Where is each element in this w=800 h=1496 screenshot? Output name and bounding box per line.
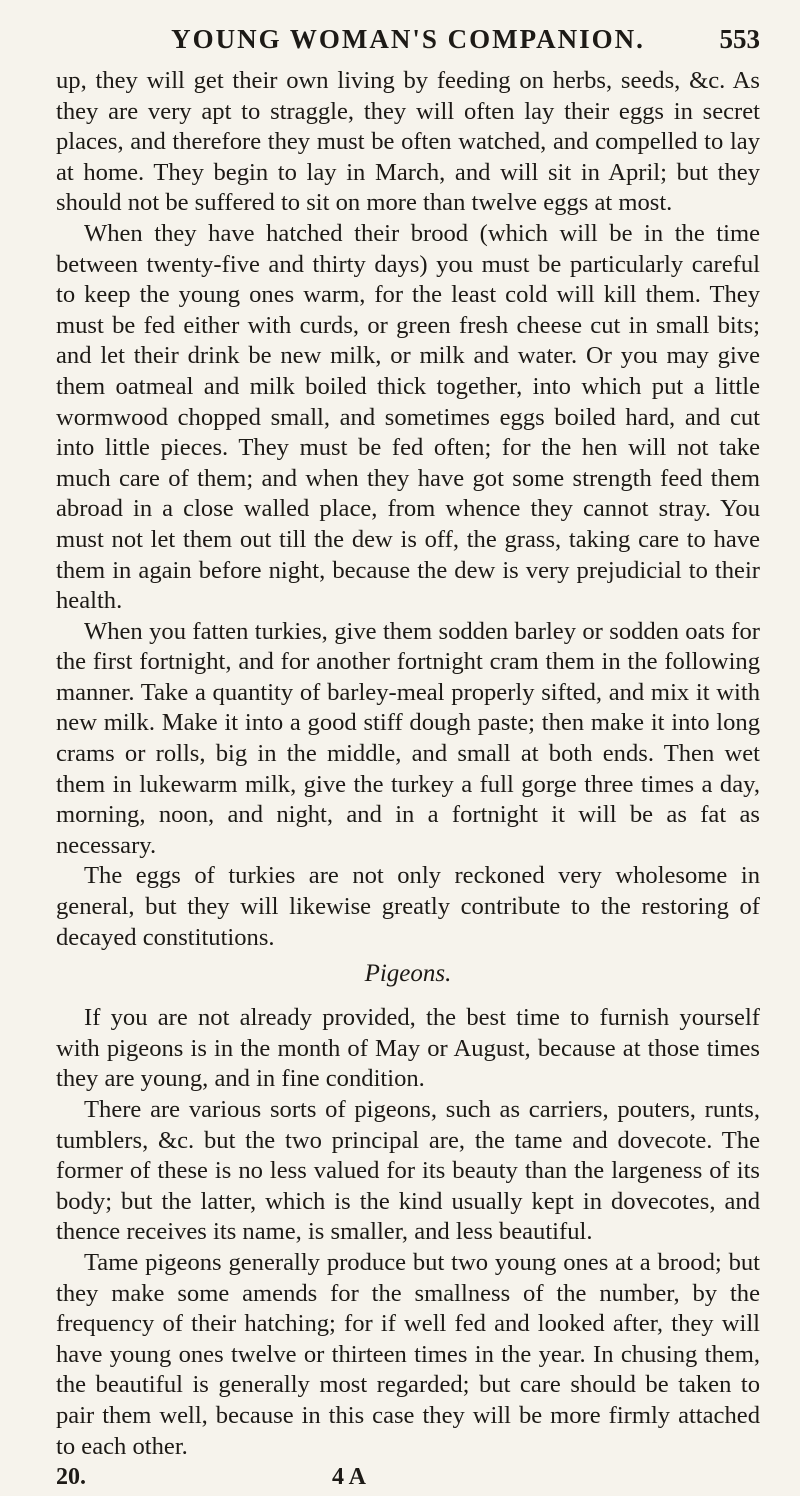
section-paragraph-3: Tame pigeons generally produce but two young ones at a brood; but they make some amends for the smallness of the number, by the frequency of their hatching; for if well fed and looked after, they will have young ones twelve or thirteen times in the year. In chusing them, the beautiful is generally most regarded; but care should be taken to pair them well, because in this case they will be more firmly attached to each other. — [56, 1248, 760, 1460]
section-paragraph-2: There are various sorts of pigeons, such as carriers, pouters, runts, tumblers, &c. but the two principal are, the tame and dovecote. The former of these is no less valued for its beauty than the largeness of its body; but the latter, which is the kind usually kept in dovecotes, and thence receives its name, is smaller, and less beautiful. — [56, 1096, 760, 1246]
sheet-mark: 4 A — [332, 1464, 367, 1491]
section-paragraph-1: If you are not already provided, the best time to furnish yourself with pigeons is in the month of May or August, because at those times they are young, and in fine condition. — [56, 1004, 760, 1093]
paragraph-4: The eggs of turkies are not only reckoned very wholesome in general, but they will likewise greatly contribute to the restoring of decayed constitutions. — [56, 862, 760, 951]
paragraph-1: up, they will get their own living by feeding on herbs, seeds, &c. As they are very apt to straggle, they will often lay their eggs in secret places, and therefore they must be often watched, and compelled to lay at home. They begin to lay in March, and will sit in April; but they should not be suffered to sit on more than twelve eggs at most. — [56, 67, 760, 217]
paragraph-3: When you fatten turkies, give them sodden barley or sodden oats for the first fortnight, and for another fortnight cram them in the following manner. Take a quantity of barley-meal properly sifted, and mix it with new milk. Make it into a good stiff dough paste; then make it into long crams or rolls, big in the middle, and small at both ends. Then wet them in lukewarm milk, give the turkey a full gorge three times a day, morning, noon, and night, and in a fortnight it will be as fat as necessary. — [56, 617, 760, 859]
page-number: 553 — [719, 24, 760, 54]
page-footer — [56, 1464, 760, 1496]
running-head: YOUNG WOMAN'S COMPANION. — [171, 24, 645, 54]
section-title: Pigeons. — [364, 960, 452, 988]
signature-mark: 20. — [56, 1464, 86, 1491]
body-text — [56, 66, 760, 1462]
paragraph-2: When they have hatched their brood (which will be in the time between twenty-five and thirty days) you must be particularly careful to keep the young ones warm, for the least cold will kill them. They must be fed either with curds, or green fresh cheese cut in small bits; and let their drink be new milk, or milk and water. Or you may give them oatmeal and milk boiled thick together, into which put a little wormwood chopped small, and sometimes eggs boiled hard, and cut into little pieces. They must be fed often; for the hen will not take much care of them; and when they have got some strength feed them abroad in a close walled place, from whence they cannot stray. You must not let them out till the dew is off, the grass, taking care to have them in again before night, because the dew is very prejudicial to their health. — [56, 219, 760, 615]
page-header — [56, 14, 760, 66]
